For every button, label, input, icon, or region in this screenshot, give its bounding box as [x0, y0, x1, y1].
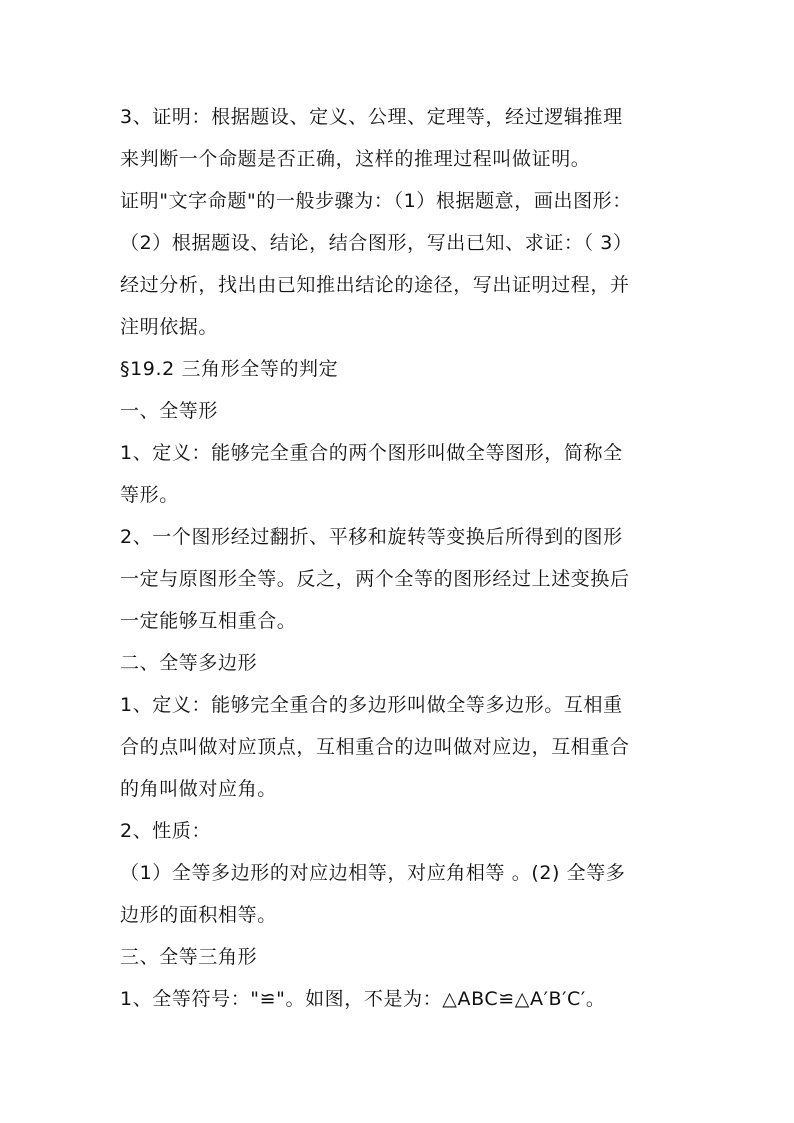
document-body	[120, 96, 680, 1020]
text-line: 2、性质：	[120, 820, 212, 842]
text-line: 一定与原图形全等。反之，两个全等的图形经过上述变换后	[120, 568, 630, 590]
text-line: （1）全等多边形的对应边相等，对应角相等 。(2) 全等多	[120, 862, 626, 884]
text-line: 等形。	[120, 484, 179, 506]
text-line: 证明"文字命题"的一般步骤为：（1）根据题意，画出图形：	[120, 190, 632, 212]
subsection-heading: 一、全等形	[120, 400, 219, 422]
text-line: 一定能够互相重合。	[120, 610, 297, 632]
text-line: 来判断一个命题是否正确，这样的推理过程叫做证明。	[120, 148, 591, 170]
text-line: 3、证明：根据题设、定义、公理、定理等，经过逻辑推理	[120, 106, 623, 128]
subsection-heading: 二、全等多边形	[120, 652, 258, 674]
text-line: 的角叫做对应角。	[120, 778, 277, 800]
text-line: 合的点叫做对应顶点，互相重合的边叫做对应边，互相重合	[120, 736, 630, 758]
text-line: 注明依据。	[120, 316, 219, 338]
text-line: 1、全等符号："≌"。如图，不是为：△ABC≌△A′B′C′。	[120, 988, 606, 1010]
text-line: （2）根据题设、结论，结合图形，写出已知、求证：（ 3）	[120, 232, 633, 254]
text-line: 1、定义：能够完全重合的多边形叫做全等多边形。互相重	[120, 694, 623, 716]
text-line: 经过分析，找出由已知推出结论的途径，写出证明过程，并	[120, 274, 630, 296]
subsection-heading: 三、全等三角形	[120, 946, 258, 968]
text-line: 边形的面积相等。	[120, 904, 277, 926]
section-heading: §19.2 三角形全等的判定	[120, 358, 339, 380]
text-line: 1、定义：能够完全重合的两个图形叫做全等图形，简称全	[120, 442, 623, 464]
text-line: 2、一个图形经过翻折、平移和旋转等变换后所得到的图形	[120, 526, 623, 548]
